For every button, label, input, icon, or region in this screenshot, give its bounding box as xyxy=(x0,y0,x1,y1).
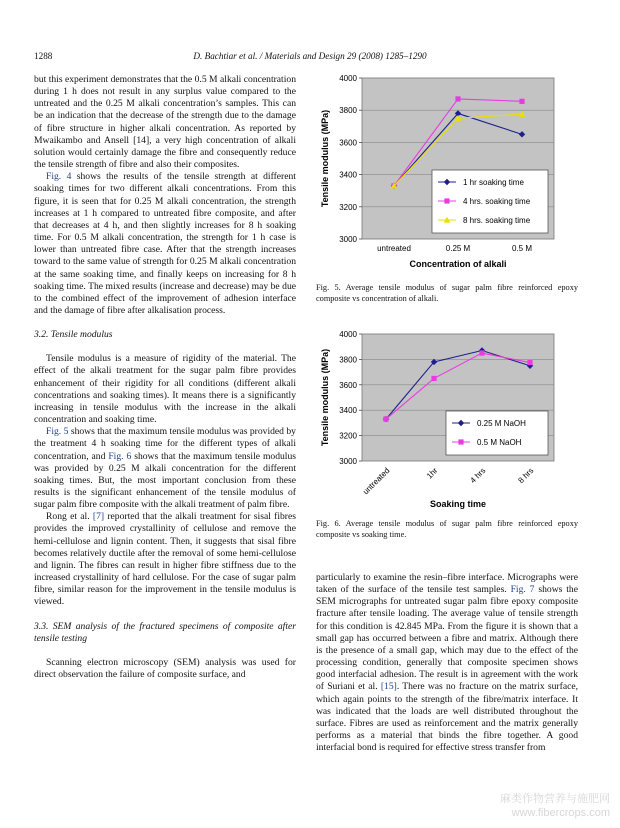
y-tick-label: 3200 xyxy=(339,431,357,441)
x-tick-label: 1hr xyxy=(424,466,440,481)
x-axis-label: Concentration of alkali xyxy=(409,259,507,269)
legend-box xyxy=(446,411,548,455)
reference-link[interactable]: [15] xyxy=(380,681,397,693)
right-column xyxy=(316,572,578,754)
legend-label: 8 hrs. soaking time xyxy=(463,216,531,225)
data-point xyxy=(431,376,436,381)
figure-link[interactable]: Fig. 4 xyxy=(46,171,72,183)
paragraph: Fig. 4 shows the results of the tensile strength at different soaking times for two different alkali concentrations. From this figure, it is seen that for 0.25 M alkali concentration, the strength increases at 1 h compared to untreated fibre composite, and after that decreases at 4 h, and then slightly increases for 8 h soaking time. For 0.5 M alkali concentration, the strength for 1 h case is lower than untreated fibre case. After that the strength increases toward to the same value of strength for 0.25 M alkali concentration at the same soaking time, and finally keeps on increasing for 8 h soaking time. The mixed results (increase and decrease) may be due to the combined effect of the improvement of adhesion interface and the damage of fibre after alkalisation process. xyxy=(34,171,296,316)
data-point xyxy=(527,360,532,365)
legend-label: 4 hrs. soaking time xyxy=(463,197,531,206)
paragraph: particularly to examine the resin–fibre interface. Micrographs were taken of the surface of the tensile test samples. Fig. 7 shows the SEM micrographs for untreated sugar palm fibre epoxy composite fracture after tensile loading. The average value of tensile strength for this condition is 42.845 MPa. From the figure it is shown that a small gap has occurred between a fibre and matrix. Although there is the presence of a small gap, which may due to the effect of the processing condition, generally that composite specimen shows good interfacial adhesion. The result is in agreement with the work of Suriani et al. [15]. There was no fracture on the matrix surface, which again points to the strength of the fibre/matrix interface. It was indicated that the loads are well distributed throughout the surface. Fibres are used as reinforcement and the matrix generally performs as a material that binds the fibre together. A good interfacial bond is required for effective stress transfer from xyxy=(316,572,578,754)
paragraph: but this experiment demonstrates that the 0.5 M alkali concentration during 1 h does not result in any surplus value compared to the untreated and the 0.25 M alkali concentration’s samples. This can be an indication that the decrease of the strength due to the damage of fibre structure in higher alkali concentration. As reported by Mwaikambo and Ansell [14], a very high concentration of alkali solution would certainly damage the fibre and consequently reduce the tensile strength of fibre and also their composites. xyxy=(34,74,296,171)
figure-6-chart xyxy=(318,326,588,514)
figure-link[interactable]: Fig. 5 xyxy=(46,426,69,438)
data-point xyxy=(455,96,460,101)
x-tick-label: 0.5 M xyxy=(511,244,533,253)
y-tick-label: 4000 xyxy=(339,330,357,339)
y-tick-label: 4000 xyxy=(339,74,357,83)
paragraph: Fig. 5 shows that the maximum tensile modulus was provided by the treatment 4 h soaking time for the different types of alkali concentration, and Fig. 6 shows that the maximum tensile modulus was provided by 0.25 M alkali concentration for the different soaking times. But, the most important conclusion from these results is the significant enhancement of the tensile modulus of sugar palm fibre composite with the alkali treatment of palm fibre. xyxy=(34,426,296,511)
legend-marker xyxy=(458,439,463,444)
y-tick-label: 3400 xyxy=(339,170,357,180)
section-heading: 3.2. Tensile modulus xyxy=(34,329,113,341)
figure-5-chart xyxy=(318,70,588,275)
reference-link[interactable]: [7] xyxy=(92,511,105,523)
paragraph: Scanning electron microscopy (SEM) analysis was used for direct observation the failure of composite surface, and xyxy=(34,656,296,681)
y-tick-label: 3800 xyxy=(339,355,357,365)
legend-marker xyxy=(444,198,449,203)
section-heading: 3.3. SEM analysis of the fractured specimens of composite after tensile testing xyxy=(34,620,296,644)
figure-link[interactable]: Fig. 6 xyxy=(108,450,132,462)
data-point xyxy=(383,416,388,421)
y-tick-label: 3600 xyxy=(339,380,357,390)
y-axis-label: Tensile modulus (MPa) xyxy=(320,348,330,447)
x-tick-label: 8 hrs xyxy=(516,466,536,485)
watermark: 麻类作物营养与施肥网 www.fibercrops.com xyxy=(500,793,610,819)
x-axis-label: Soaking time xyxy=(429,499,487,509)
paragraph: Tensile modulus is a measure of rigidity of the material. The effect of the alkali treatment for the sugar palm fibre provides enhancement of their rigidity for all conditions (different alkali concentrations and soaking times). It means there is a significantly increasing in tensile modulus with the increase in the alkali concentration and soaking time. xyxy=(34,353,296,426)
x-tick-label: untreated xyxy=(361,466,392,497)
legend-label: 0.25 M NaOH xyxy=(477,419,526,428)
figure-5-caption: Fig. 5. Average tensile modulus of sugar palm fibre reinforced epoxy composite vs concentration of alkali. xyxy=(316,283,578,303)
page-number: 1288 xyxy=(34,51,53,61)
journal-citation: D. Bachtiar et al. / Materials and Design 29 (2008) 1285–1290 xyxy=(193,51,427,61)
y-tick-label: 3000 xyxy=(339,457,357,466)
y-axis-label: Tensile modulus (MPa) xyxy=(320,109,330,208)
y-tick-label: 3800 xyxy=(339,106,357,116)
figure-6-caption: Fig. 6. Average tensile modulus of sugar palm fibre reinforced epoxy composite vs soaking time. xyxy=(316,519,578,539)
y-tick-label: 3600 xyxy=(339,138,357,148)
x-tick-label: 0.25 M xyxy=(445,244,471,253)
data-point xyxy=(479,350,484,355)
y-tick-label: 3200 xyxy=(339,202,357,212)
figure-link[interactable]: Fig. 7 xyxy=(510,584,535,596)
x-tick-label: 4 hrs xyxy=(468,466,488,485)
y-tick-label: 3000 xyxy=(339,235,357,244)
paragraph: Rong et al. [7] reported that the alkali treatment for sisal fibres provides the improved crystallinity of cellulose and remove the hemi-cellulose and lignin content. Then, it suggests that sisal fibre becomes relatively ductile after the removal of some hemi-cellulose and lignin. The fibres can result in higher fibre stiffness due to the increased crystallinity of hard cellulose. For the case of sugar palm fibre, similar reason for the improvement in the tensile modulus is viewed. xyxy=(34,511,296,608)
y-tick-label: 3400 xyxy=(339,406,357,416)
x-tick-label: untreated xyxy=(377,244,411,253)
data-point xyxy=(519,99,524,104)
legend-label: 0.5 M NaOH xyxy=(477,438,522,447)
legend-label: 1 hr soaking time xyxy=(463,178,524,187)
left-column xyxy=(34,74,296,681)
